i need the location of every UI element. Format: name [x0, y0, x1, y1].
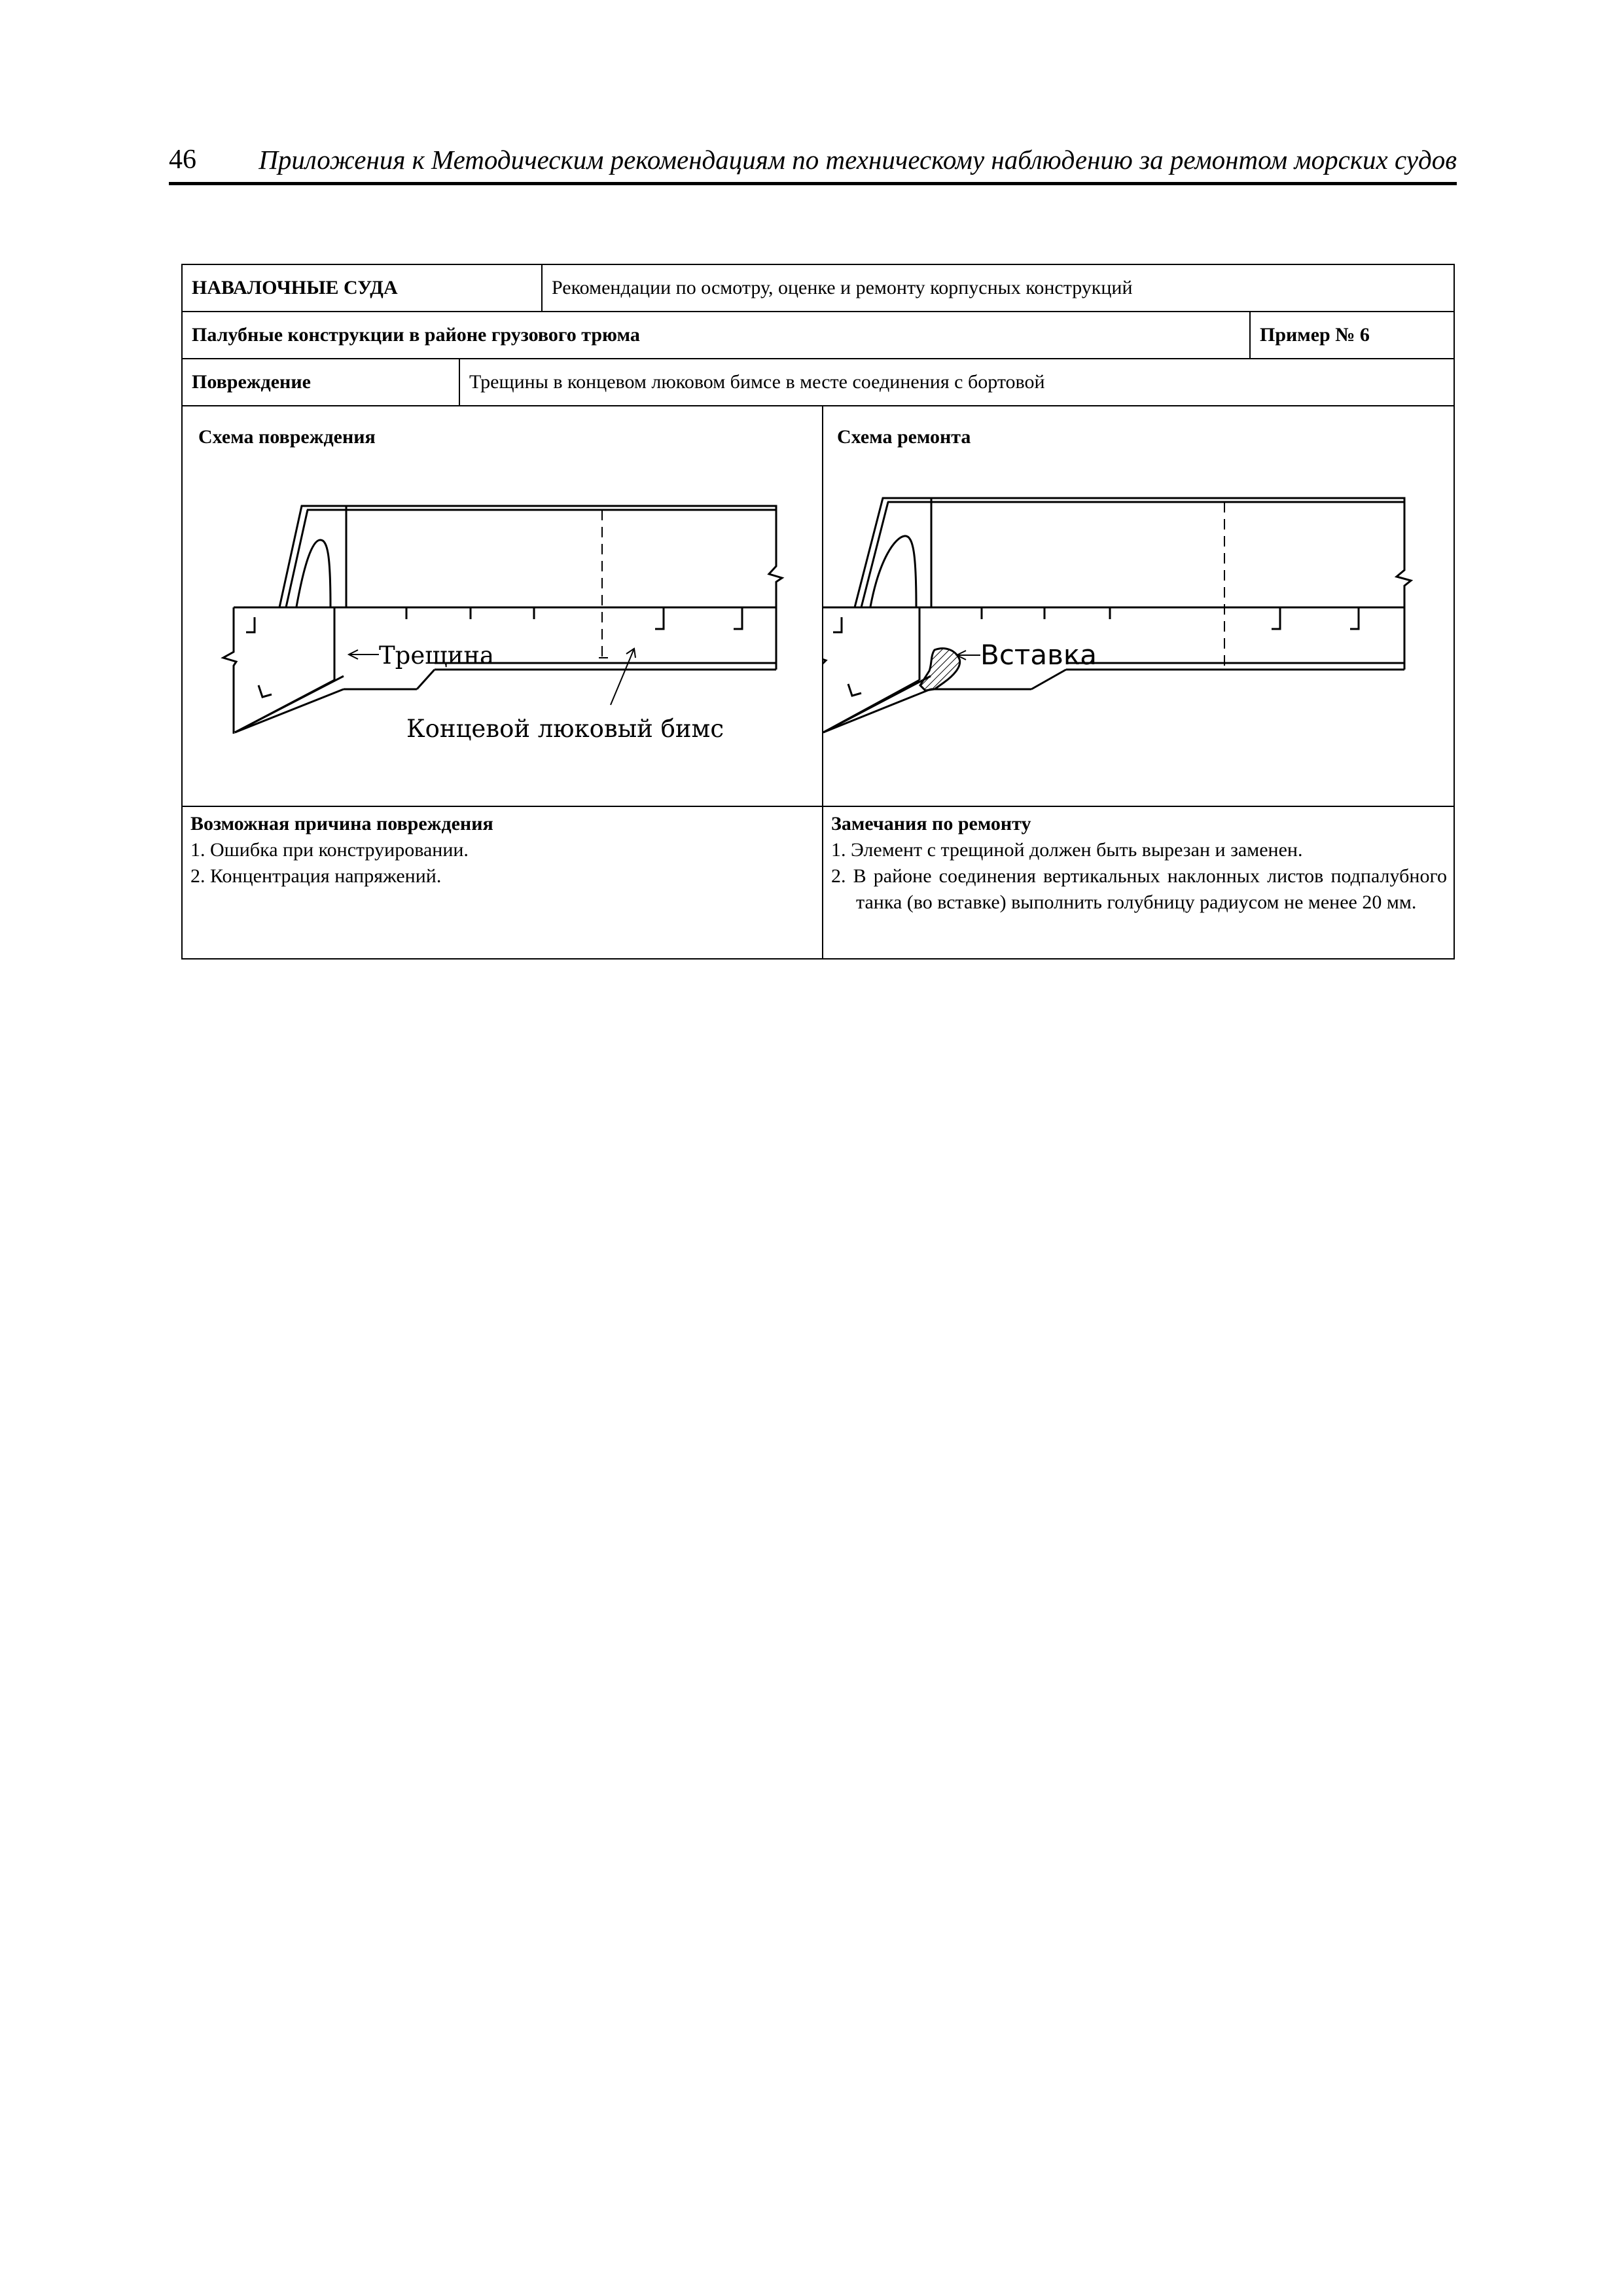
beam-label: Концевой люковый бимс	[406, 715, 724, 743]
damage-sketch	[183, 406, 822, 806]
coaming-outline	[279, 506, 776, 607]
tank-slope-2	[417, 670, 435, 689]
example-number: Пример № 6	[1249, 312, 1455, 358]
repair-tank-slope-2	[1031, 670, 1066, 689]
crack-label: Трещина	[379, 641, 495, 670]
tick-4	[655, 607, 664, 629]
repair-tick-6	[833, 617, 842, 632]
notes-row	[183, 807, 1454, 958]
repair-small-mark	[848, 684, 861, 696]
remark-item-1: 1. Элемент с трещиной должен быть вырезан и заменен.	[831, 839, 1303, 861]
page-number: 46	[169, 145, 196, 175]
sketch-row	[183, 406, 1454, 807]
repair-sketch	[822, 406, 1455, 806]
damage-sketch-title: Схема повреждения	[198, 426, 376, 448]
guidance-title: Рекомендации по осмотру, оценке и ремонту корпусных конструкций	[541, 265, 1455, 311]
repair-sketch-title: Схема ремонта	[837, 426, 971, 448]
break-mark-top	[769, 527, 782, 607]
cause-item-1: 1. Ошибка при конструировании.	[190, 839, 469, 861]
remarks-title: Замечания по ремонту	[831, 813, 1031, 834]
repair-tick-5	[1350, 607, 1359, 629]
repair-sloped-inner	[823, 676, 931, 732]
repair-coaming-outline	[855, 498, 1404, 607]
tick-5	[734, 607, 742, 629]
tick-6	[246, 617, 255, 632]
cause-item-2: 2. Концентрация напряжений.	[190, 865, 442, 887]
insert-label: Вставка	[980, 639, 1097, 671]
beam-arrow-line	[611, 649, 634, 705]
card-header-row	[183, 265, 1454, 312]
bracket-loop	[296, 540, 330, 607]
causes-title: Возможная причина повреждения	[190, 813, 493, 834]
damage-description: Трещины в концевом люковом бимсе в месте соединения с бортовой	[459, 359, 1455, 405]
remarks-block	[823, 807, 1455, 916]
damage-label: Повреждение	[192, 371, 311, 393]
page-header	[169, 140, 1457, 185]
repair-tank-bottom	[823, 689, 931, 732]
damage-row	[183, 359, 1454, 406]
repair-card	[181, 264, 1455, 960]
sloped-plate-inner	[235, 676, 344, 732]
repair-side-shell	[822, 607, 826, 734]
insert-hatched-patch	[920, 649, 960, 691]
causes-block	[183, 807, 822, 889]
tank-bottom	[235, 689, 344, 732]
remark-item-2: 2. В районе соединения вертикальных наклонных листов подпалубного танка (во вставке) выполнить голубницу радиусом не менее 20 мм.	[831, 865, 1447, 913]
repair-break-mark	[1397, 527, 1411, 607]
running-title: Приложения к Методическим рекомендациям по техническому наблюдению за ремонтом морских судов	[259, 145, 1457, 175]
structure-row	[183, 312, 1454, 359]
ship-type: НАВАЛОЧНЫЕ СУДА	[192, 277, 398, 298]
repair-tick-4	[1272, 607, 1280, 629]
side-shell	[223, 607, 236, 734]
structure-area: Палубные конструкции в районе грузового трюма	[192, 324, 640, 346]
small-mark	[259, 685, 272, 697]
